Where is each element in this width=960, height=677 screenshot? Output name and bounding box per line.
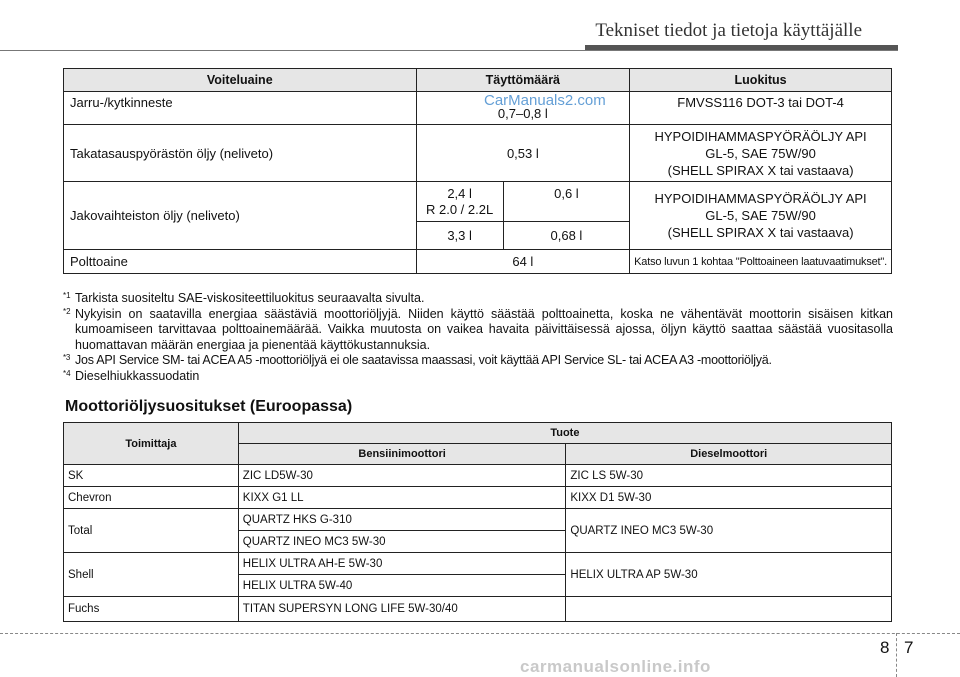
diesel-cell: HELIX ULTRA AP 5W-30 (566, 553, 892, 597)
table-row (64, 182, 892, 222)
transfer-variant-2: 3,3 l (416, 222, 503, 250)
footnote-text: Nykyisin on saatavilla energiaa säästäviä moottoriöljyjä. Niiden käyttö säästää polttoainetta, koska ne vähentävät moottorin sisäisen kitkan kumoamiseen tarvittavaa polttoainemäärää. Vaikka muutosta on vaikea havaita päivittäisessä ajossa, öljyn käyttö saattaa säästää vuositasolla huomattavan määrän energiaa ja pienentää käyttökustannuksia. (75, 306, 893, 352)
transfer-case-name: Jakovaihteiston öljy (neliveto) (64, 182, 417, 250)
header-product: Tuote (238, 423, 891, 444)
chapter-number: 8 (880, 638, 890, 657)
petrol-cell: QUARTZ HKS G-310 (238, 509, 566, 531)
table-row (64, 250, 892, 274)
petrol-cell: HELIX ULTRA 5W-40 (238, 575, 566, 597)
oil-header-row (64, 423, 892, 444)
rear-diff-class (630, 125, 892, 182)
supplier-cell: Fuchs (64, 597, 239, 622)
fluids-table (63, 68, 892, 274)
supplier-cell: Shell (64, 553, 239, 597)
petrol-cell: ZIC LD5W-30 (238, 465, 566, 487)
footnote-mark: *3 (63, 353, 71, 362)
transfer-variant-1 (416, 182, 503, 222)
footnote-mark: *2 (63, 306, 71, 316)
header-lubricant: Voiteluaine (64, 69, 417, 92)
footnote-mark: *4 (63, 368, 71, 378)
section-title: Moottoriöljysuositukset (Euroopassa) (65, 398, 353, 415)
transfer-class-line: HYPOIDIHAMMASPYÖRÄÖLJY API (654, 191, 867, 206)
transfer-amount-2: 0,68 l (503, 222, 629, 250)
fuel-amount: 64 l (416, 250, 630, 274)
rear-diff-amount: 0,53 l (416, 125, 630, 182)
header-classification: Luokitus (630, 69, 892, 92)
table-row (64, 125, 892, 182)
supplier-cell: Chevron (64, 487, 239, 509)
footnote (63, 307, 893, 354)
petrol-cell: KIXX G1 LL (238, 487, 566, 509)
table-row (64, 597, 892, 622)
table-row (64, 509, 892, 531)
diesel-cell: KIXX D1 5W-30 (566, 487, 892, 509)
brake-fluid-class: FMVSS116 DOT-3 tai DOT-4 (630, 92, 892, 125)
footnote (63, 353, 893, 369)
supplier-cell: Total (64, 509, 239, 553)
rear-diff-class-line: GL-5, SAE 75W/90 (705, 145, 816, 161)
rear-diff-name: Takatasauspyörästön öljy (neliveto) (64, 125, 417, 182)
footer-rule (0, 633, 960, 634)
header-thin-rule (0, 50, 898, 51)
footer-divider (896, 633, 897, 677)
diesel-cell: QUARTZ INEO MC3 5W-30 (566, 509, 892, 553)
page-number: 7 (904, 638, 914, 657)
diesel-cell: ZIC LS 5W-30 (566, 465, 892, 487)
oil-recommendations-table (63, 422, 892, 622)
header-capacity: Täyttömäärä (416, 69, 630, 92)
supplier-cell: SK (64, 465, 239, 487)
header-supplier: Toimittaja (64, 423, 239, 465)
table-row (64, 553, 892, 575)
transfer-variant-1-line: R 2.0 / 2.2L (426, 201, 494, 217)
table-row (64, 92, 892, 125)
footnote (63, 291, 893, 307)
transfer-variant-1-line: 2,4 l (447, 185, 472, 201)
transfer-class-line: GL-5, SAE 75W/90 (705, 208, 816, 223)
footnote-text: Tarkista suositeltu SAE-viskositeettiluokitus seuraavalta sivulta. (75, 291, 425, 305)
fuel-class: Katso luvun 1 kohtaa "Polttoaineen laatuvaatimukset". (630, 250, 892, 274)
table-row (64, 487, 892, 509)
table-row (64, 465, 892, 487)
petrol-cell: TITAN SUPERSYN LONG LIFE 5W-30/40 (238, 597, 566, 622)
fluids-header-row (64, 69, 892, 92)
diesel-cell (566, 597, 892, 622)
rear-diff-class-line: HYPOIDIHAMMASPYÖRÄÖLJY API (654, 128, 867, 144)
transfer-class-line: (SHELL SPIRAX X tai vastaava) (667, 225, 854, 240)
petrol-cell: HELIX ULTRA AH-E 5W-30 (238, 553, 566, 575)
footnote-text: Jos API Service SM- tai ACEA A5 -moottoriöljyä ei ole saatavissa maassasi, voit käyttää API Service SL- tai ACEA A3 -moottoriöljyä. (75, 353, 772, 367)
transfer-class (630, 182, 892, 250)
footnote-mark: *1 (63, 291, 71, 300)
rear-diff-class-line: (SHELL SPIRAX X tai vastaava) (667, 162, 854, 178)
footnote (63, 369, 893, 385)
footnote-text: Dieselhiukkassuodatin (75, 368, 200, 383)
transfer-amount-1: 0,6 l (503, 182, 629, 222)
petrol-cell: QUARTZ INEO MC3 5W-30 (238, 531, 566, 553)
site-logo: carmanualsonline.info (520, 657, 711, 676)
header-petrol: Bensiinimoottori (238, 444, 566, 465)
brake-fluid-name: Jarru-/kytkinneste (64, 92, 417, 125)
fuel-name: Polttoaine (64, 250, 417, 274)
brake-fluid-amount: 0,7–0,8 l (416, 92, 630, 125)
page-header-title: Tekniset tiedot ja tietoja käyttäjälle (595, 20, 862, 41)
footnotes (63, 291, 893, 384)
watermark: CarManuals2.com (484, 92, 606, 109)
header-diesel: Dieselmoottori (566, 444, 892, 465)
